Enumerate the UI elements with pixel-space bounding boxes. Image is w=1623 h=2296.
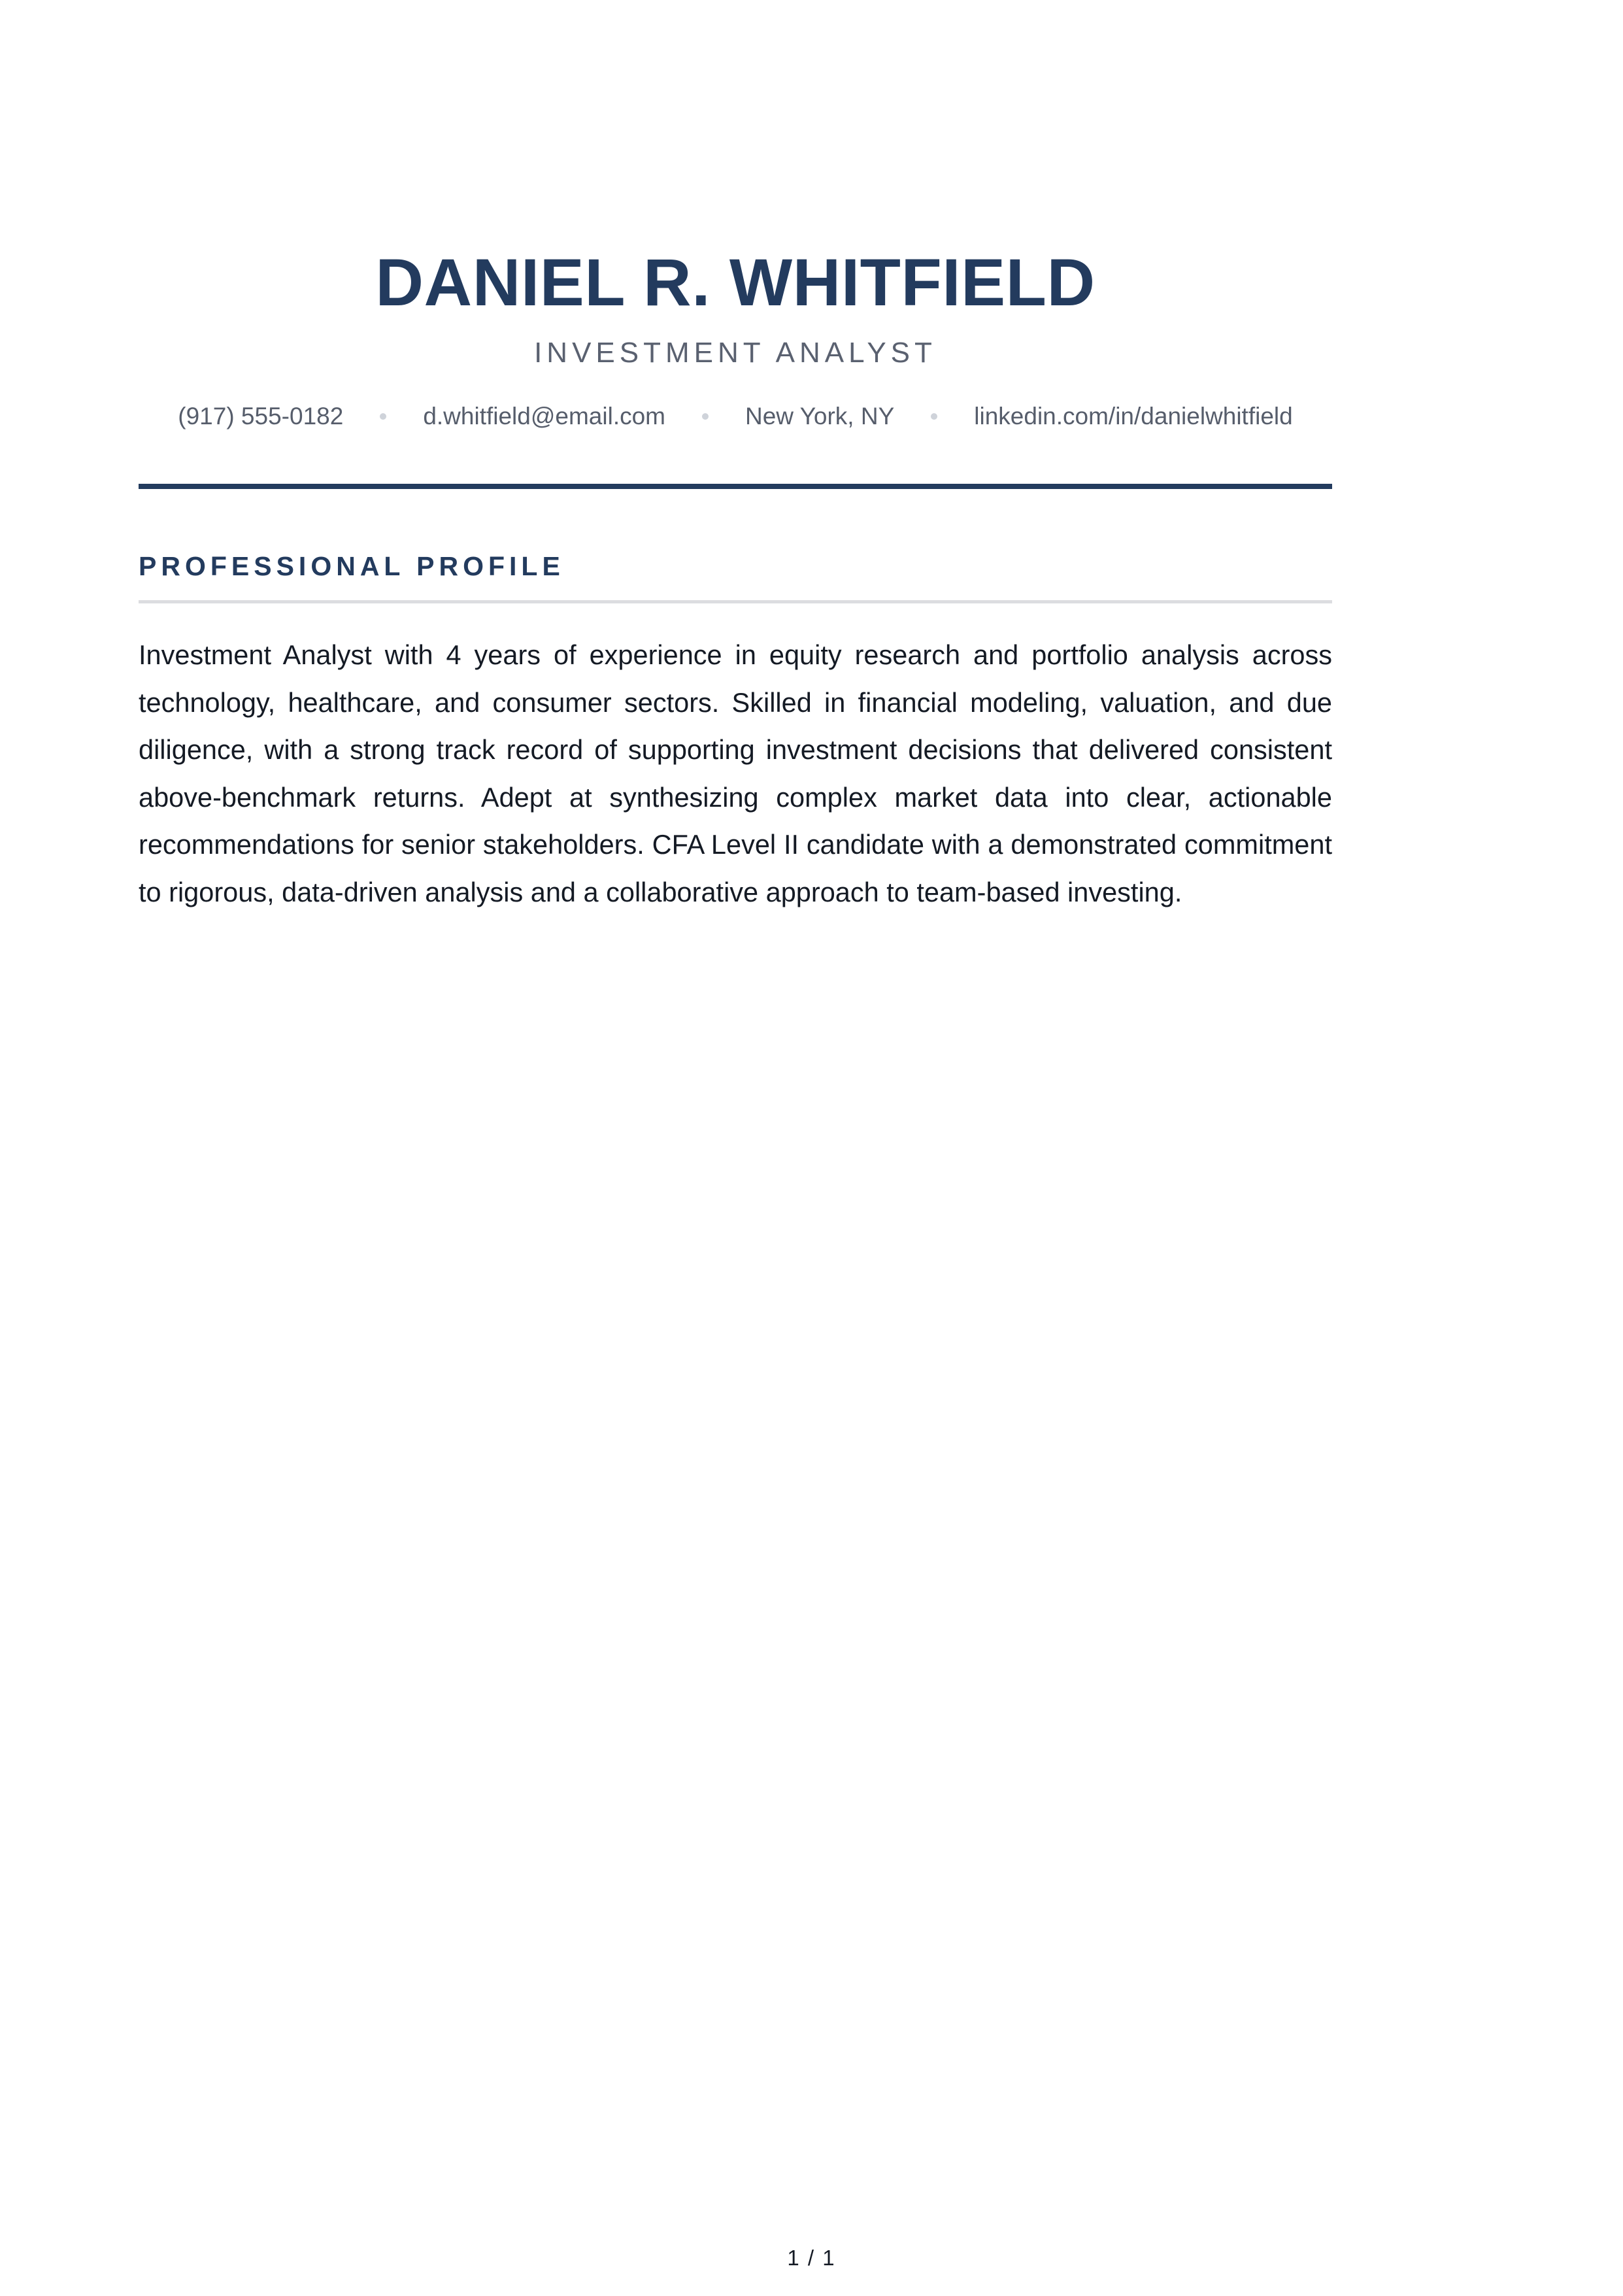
page-number: 1 / 1 bbox=[787, 2246, 836, 2270]
section-heading-profile: PROFESSIONAL PROFILE bbox=[139, 551, 565, 581]
contact-location: New York, NY bbox=[745, 403, 895, 430]
candidate-name: DANIEL R. WHITFIELD bbox=[375, 245, 1096, 320]
contact-phone[interactable]: (917) 555-0182 bbox=[178, 403, 344, 430]
separator-dot-icon bbox=[380, 413, 386, 420]
contact-linkedin[interactable]: linkedin.com/in/danielwhitfield bbox=[974, 403, 1293, 430]
contact-email[interactable]: d.whitfield@email.com bbox=[423, 403, 665, 430]
job-title: INVESTMENT ANALYST bbox=[534, 337, 937, 369]
header-divider bbox=[139, 484, 1332, 489]
separator-dot-icon bbox=[931, 413, 937, 420]
profile-paragraph: Investment Analyst with 4 years of experience in equity research and portfolio analysis across technology, healthcare, and consumer sectors. Skilled in financial modeling, valuation, and due diligence, with a strong track record of supporting investment decisions that delivered consistent above-benchmark returns. Adept at synthesizing complex market data into clear, actionable recommendations for senior stakeholders. CFA Level II candidate with a demonstrated commitment to rigorous, data-driven analysis and a collaborative approach to team-based investing. bbox=[139, 639, 1332, 907]
contact-line bbox=[139, 400, 1332, 433]
separator-dot-icon bbox=[702, 413, 709, 420]
section-divider bbox=[139, 600, 1332, 603]
